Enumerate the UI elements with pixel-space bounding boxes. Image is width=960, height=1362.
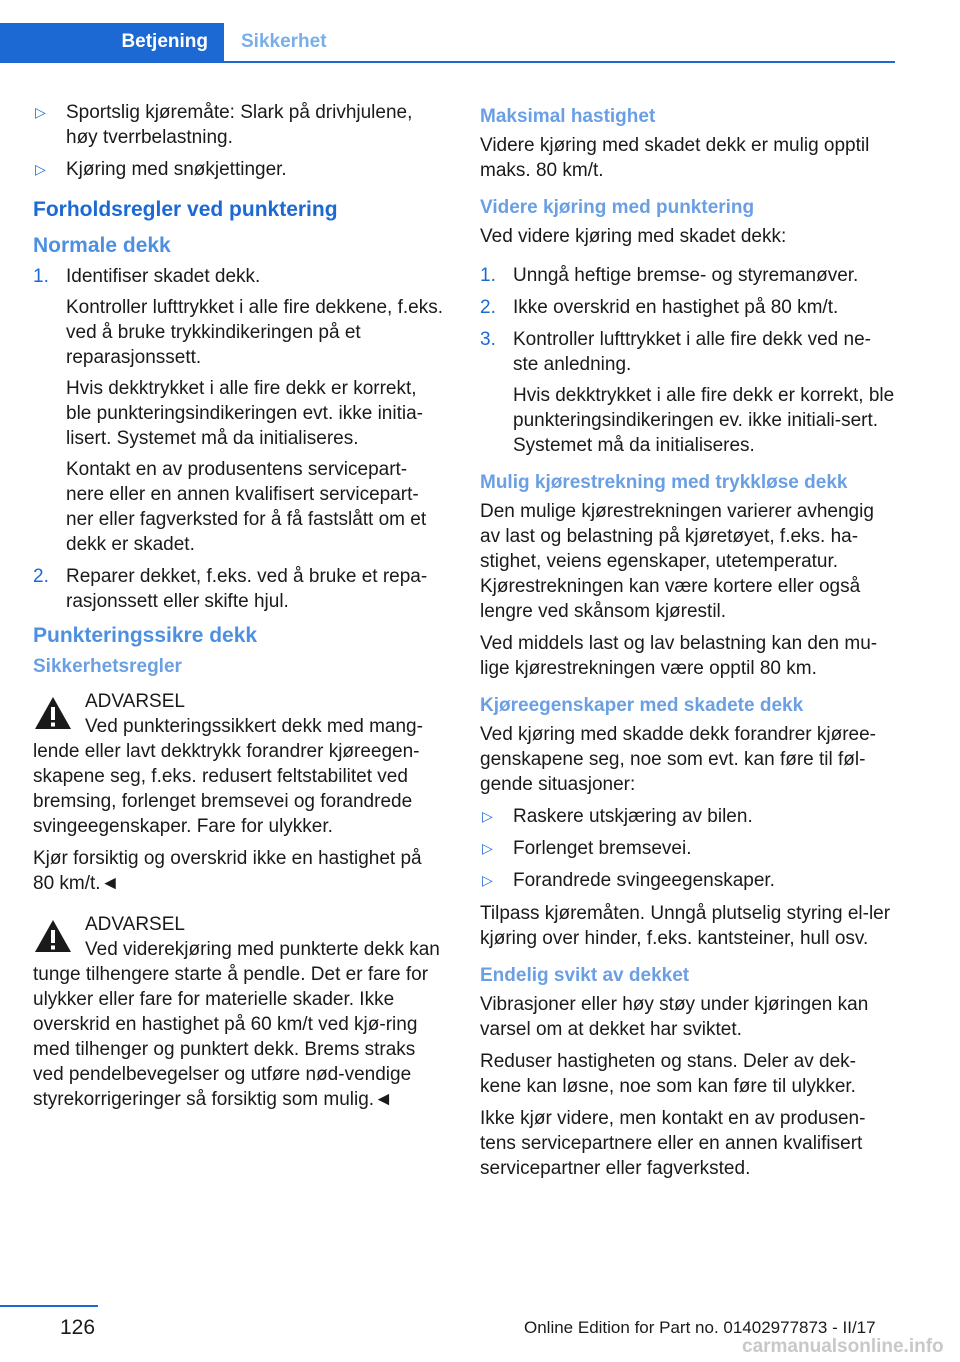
warning-text: Ved punkteringssikkert dekk med mang‐lende eller lavt dekktrykk forandrer kjøreegen‐skapene seg, f.eks. redusert feltstabilitet ved bremsing, forlenget bremsevei og forandrede svingeegenskaper. Fare for ulykker. [33,716,423,837]
tab-betjening[interactable]: Betjening [0,23,224,61]
step-number: 3. [480,329,496,350]
page-number: 126 [60,1316,96,1339]
warning-title: ADVARSEL [85,914,185,935]
step-number: 2. [480,297,496,318]
paragraph: Vibrasjoner eller høy støy under kjøringen kan varsel om at dekket har sviktet. [480,994,869,1040]
step-paragraph: Hvis dekktrykket i alle fire dekk er korrekt, ble punkteringsindikeringen ev. ikke initiali‐sert. Systemet må da initialiseres. [513,385,895,456]
triangle-bullet-icon: ▷ [35,104,46,120]
paragraph: Ved kjøring med skadde dekk forandrer kjøree‐genskapene seg, noe som evt. kan føre til føl‐gende situasjoner: [480,724,877,795]
footer-edition: Online Edition for Part no. 01402977873 - II/17 [524,1318,876,1337]
triangle-bullet-icon: ▷ [482,808,493,824]
step-item [480,327,895,458]
step-number: 1. [33,266,49,287]
paragraph: Ved middels last og lav belastning kan den mu‐lige kjørestrekningen være opptil 80 km. [480,633,878,679]
step-number: 2. [33,566,49,587]
step-text: Ikke overskrid en hastighet på 80 km/t. [513,297,839,318]
step-text: Identifiser skadet dekk. [66,266,261,287]
header-tabbar [0,23,895,63]
subsection-heading: Normale dekk [33,234,171,257]
watermark: carmanualsonline.info [742,1336,944,1357]
list-item: ▷ Forlenget bremsevei. [482,838,692,859]
right-column [480,100,895,1188]
step-item [33,564,445,614]
paragraph: Videre kjøring med skadet dekk er mulig opptil maks. 80 km/t. [480,135,870,181]
list-item: ▷ Raskere utskjæring av bilen. [482,806,753,827]
warning-title: ADVARSEL [85,691,185,712]
left-column [33,100,445,1119]
continue-steps-list [480,263,895,458]
triangle-bullet-icon: ▷ [482,840,493,856]
section-heading: Forholdsregler ved punktering [33,198,338,221]
step-paragraph: Kontakt en av produsentens servicepart‐nere eller en annen kvalifisert servicepart‐ner eller fagverksted for å få fastslått om et dekk er skadet. [66,459,427,555]
triangle-bullet-icon: ▷ [482,872,493,888]
paragraph: Reduser hastigheten og stans. Deler av dek‐kene kan løsne, noe som kan føre til ulykker. [480,1051,856,1097]
paragraph: Ikke kjør videre, men kontakt en av produsen‐tens servicepartnere eller en annen kvalifisert servicepartner eller fagverksted. [480,1108,866,1179]
minor-heading: Kjøreegenskaper med skadete dekk [480,695,804,716]
step-item [480,263,895,288]
list-item: ▷ Kjøring med snøkjettinger. [35,159,287,180]
footer-rule [0,1305,98,1307]
minor-heading: Videre kjøring med punktering [480,197,755,218]
steps-list [33,264,445,614]
top-bullet-list [33,100,445,182]
triangle-bullet-icon: ▷ [35,161,46,177]
step-paragraph: Hvis dekktrykket i alle fire dekk er korrekt, ble punkteringsindikeringen evt. ikke initia‐lisert. Systemet må da initialiseres. [66,378,423,449]
warning-block [33,689,445,839]
subsection-heading: Punkteringssikre dekk [33,624,258,647]
paragraph: Den mulige kjørestrekningen varierer avhengig av last og belastning på kjøretøyet, f.eks. ha‐stighet, veiens egenskaper, utetemperatur. Kjørestrekningen kan være kortere eller også lengre ved skånsom kjørestil. [480,501,874,622]
minor-heading: Maksimal hastighet [480,106,656,127]
paragraph: Kjør forsiktig og overskrid ikke en hastighet på 80 km/t.◄ [33,848,422,894]
warning-triangle-icon [33,695,73,731]
tab-sikkerhet[interactable]: Sikkerhet [241,31,327,52]
warning-block [33,912,445,1112]
step-paragraph: Kontroller lufttrykket i alle fire dekkene, f.eks. ved å bruke trykkindikeringen på et reparasjonssett. [66,297,443,368]
handling-bullet-list [480,804,895,893]
step-number: 1. [480,265,496,286]
minor-heading: Sikkerhetsregler [33,656,182,677]
paragraph: Tilpass kjøremåten. Unngå plutselig styring el‐ler kjøring over hinder, f.eks. kantsteiner, hull osv. [480,903,891,949]
list-item: ▷ Forandrede svingeegenskaper. [482,870,775,891]
minor-heading: Endelig svikt av dekket [480,965,690,986]
paragraph: Ved videre kjøring med skadet dekk: [480,226,787,247]
warning-triangle-icon [33,918,73,954]
minor-heading: Mulig kjørestrekning med trykkløse dekk [480,472,848,493]
step-text: Reparer dekket, f.eks. ved å bruke et repa‐rasjonssett eller skifte hjul. [66,566,428,612]
step-text: Kontroller lufttrykket i alle fire dekk ved ne‐ste anledning. [513,329,871,375]
warning-text: Ved viderekjøring med punkterte dekk kan tunge tilhengere starte å pendle. Det er fare for ulykker eller fare for materielle skader. Ikke overskrid en hastighet på 60 km/t ved kjø‐ring med tilhenger og punktert dekk. Brems straks ved pendelbevegelser og utføre nød‐vendige styrekorrigeringer så forsiktig som mulig.◄ [33,939,440,1110]
step-text: Unngå heftige bremse- og styremanøver. [513,265,859,286]
step-item [480,295,895,320]
list-item: ▷ Sportslig kjøremåte: Slark på drivhjulene, høy tverrbelastning. [35,102,413,148]
step-item [33,264,445,557]
